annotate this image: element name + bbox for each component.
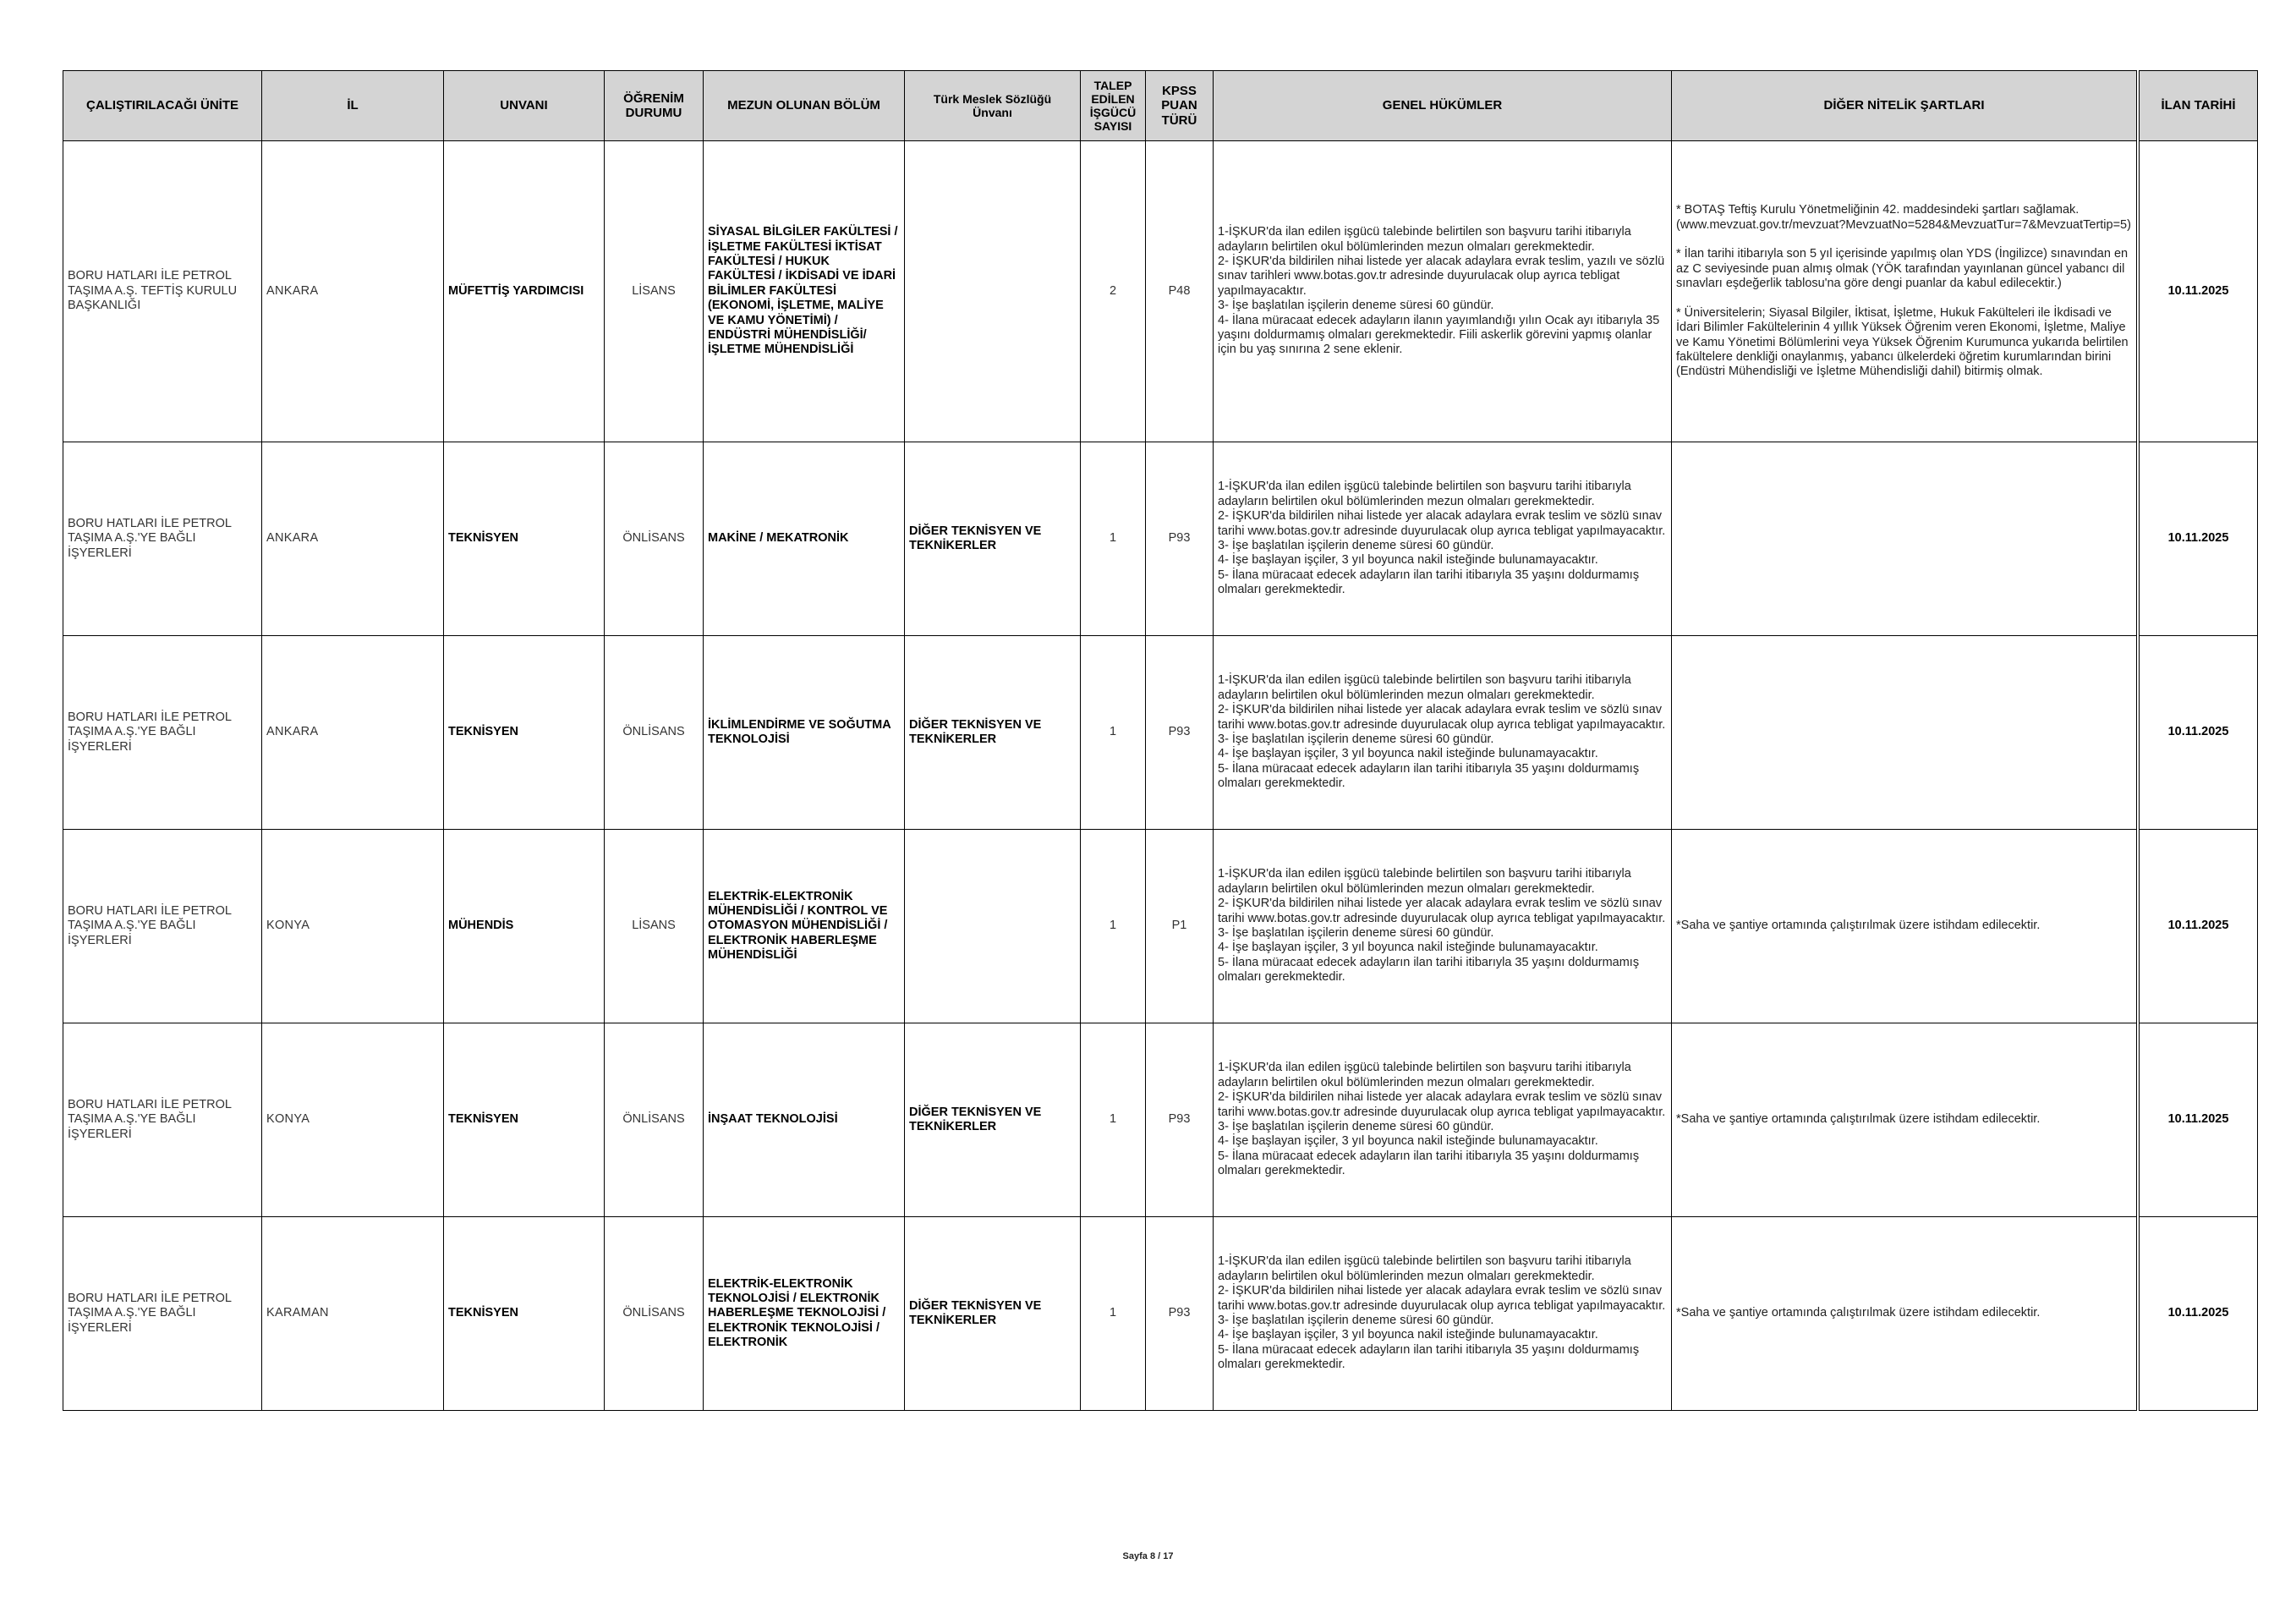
header-unvani: UNVANI	[444, 71, 605, 141]
cell-ogrenim: ÖNLİSANS	[605, 442, 704, 636]
cell-talep: 1	[1081, 636, 1146, 830]
header-row	[63, 71, 2258, 141]
cell-tarih: 10.11.2025	[2140, 1217, 2258, 1411]
cell-unvani: TEKNİSYEN	[444, 1023, 605, 1217]
cell-kpss: P93	[1146, 636, 1214, 830]
cell-genel: 1-İŞKUR'da ilan edilen işgücü talebinde belirtilen son başvuru tarihi itibarıyla adayların belirtilen okul bölümlerinden mezun olmaları gerekmektedir. 2- İŞKUR'da bildirilen nihai listede yer alacak adaylara evrak teslim ve sözlü sınav tarihi www.botas.gov.tr adresinde duyurulacak olup ayrıca tebligat yapılmayacaktır. 3- İşe başlatılan işçilerin deneme süresi 60 gündür. 4- İşe başlayan işçiler, 3 yıl boyunca nakil isteğinde bulunamayacaktır. 5- İlana müracaat edecek adayların ilan tarihi itibarıyla 35 yaşını doldurmamış olmaları gerekmektedir.	[1214, 830, 1672, 1023]
cell-kpss: P93	[1146, 1023, 1214, 1217]
cell-diger	[1672, 442, 2137, 636]
cell-unvani: TEKNİSYEN	[444, 442, 605, 636]
cell-diger: *Saha ve şantiye ortamında çalıştırılmak üzere istihdam edilecektir.	[1672, 830, 2137, 1023]
cell-bolum: SİYASAL BİLGİLER FAKÜLTESİ / İŞLETME FAKÜLTESİ İKTİSAT FAKÜLTESİ / HUKUK FAKÜLTESİ / İKDİSADİ VE İDARİ BİLİMLER FAKÜLTESİ (EKONOMİ, İŞLETME, MALİYE VE KAMU YÖNETİMİ) / ENDÜSTRİ MÜHENDİSLİĞİ/ İŞLETME MÜHENDİSLİĞİ	[704, 141, 905, 442]
cell-il: ANKARA	[262, 636, 444, 830]
cell-tarih: 10.11.2025	[2140, 141, 2258, 442]
cell-talep: 1	[1081, 442, 1146, 636]
cell-unite: BORU HATLARI İLE PETROL TAŞIMA A.Ş.'YE BAĞLI İŞYERLERİ	[63, 442, 262, 636]
header-kpss: KPSS PUAN TÜRÜ	[1146, 71, 1214, 141]
cell-bolum: İKLİMLENDİRME VE SOĞUTMA TEKNOLOJİSİ	[704, 636, 905, 830]
job-listing-table	[63, 70, 2258, 1411]
cell-unvani: TEKNİSYEN	[444, 1217, 605, 1411]
cell-bolum: ELEKTRİK-ELEKTRONİK MÜHENDİSLİĞİ / KONTROL VE OTOMASYON MÜHENDİSLİĞİ / ELEKTRONİK HABERLEŞME MÜHENDİSLİĞİ	[704, 830, 905, 1023]
cell-kpss: P48	[1146, 141, 1214, 442]
cell-ogrenim: ÖNLİSANS	[605, 636, 704, 830]
table-row	[63, 141, 2258, 442]
cell-tarih: 10.11.2025	[2140, 1023, 2258, 1217]
cell-meslek: DİĞER TEKNİSYEN VE TEKNİKERLER	[905, 442, 1081, 636]
cell-genel: 1-İŞKUR'da ilan edilen işgücü talebinde belirtilen son başvuru tarihi itibarıyla adayların belirtilen okul bölümlerinden mezun olmaları gerekmektedir. 2- İŞKUR'da bildirilen nihai listede yer alacak adaylara evrak teslim ve sözlü sınav tarihi www.botas.gov.tr adresinde duyurulacak olup ayrıca tebligat yapılmayacaktır. 3- İşe başlatılan işçilerin deneme süresi 60 gündür. 4- İşe başlayan işçiler, 3 yıl boyunca nakil isteğinde bulunamayacaktır. 5- İlana müracaat edecek adayların ilan tarihi itibarıyla 35 yaşını doldurmamış olmaları gerekmektedir.	[1214, 1023, 1672, 1217]
cell-meslek	[905, 141, 1081, 442]
cell-il: ANKARA	[262, 442, 444, 636]
header-unite: ÇALIŞTIRILACAĞI ÜNİTE	[63, 71, 262, 141]
cell-diger	[1672, 636, 2137, 830]
cell-tarih: 10.11.2025	[2140, 442, 2258, 636]
header-diger: DİĞER NİTELİK ŞARTLARI	[1672, 71, 2137, 141]
header-talep: TALEP EDİLEN İŞGÜCÜ SAYISI	[1081, 71, 1146, 141]
cell-meslek: DİĞER TEKNİSYEN VE TEKNİKERLER	[905, 1023, 1081, 1217]
table-row	[63, 830, 2258, 1023]
header-meslek: Türk Meslek Sözlüğü Ünvanı	[905, 71, 1081, 141]
cell-talep: 1	[1081, 830, 1146, 1023]
cell-il: ANKARA	[262, 141, 444, 442]
cell-meslek: DİĞER TEKNİSYEN VE TEKNİKERLER	[905, 636, 1081, 830]
cell-genel: 1-İŞKUR'da ilan edilen işgücü talebinde belirtilen son başvuru tarihi itibarıyla adayların belirtilen okul bölümlerinden mezun olmaları gerekmektedir. 2- İŞKUR'da bildirilen nihai listede yer alacak adaylara evrak teslim ve sözlü sınav tarihi www.botas.gov.tr adresinde duyurulacak olup ayrıca tebligat yapılmayacaktır. 3- İşe başlatılan işçilerin deneme süresi 60 gündür. 4- İşe başlayan işçiler, 3 yıl boyunca nakil isteğinde bulunamayacaktır. 5- İlana müracaat edecek adayların ilan tarihi itibarıyla 35 yaşını doldurmamış olmaları gerekmektedir.	[1214, 1217, 1672, 1411]
cell-bolum: İNŞAAT TEKNOLOJİSİ	[704, 1023, 905, 1217]
header-il: İL	[262, 71, 444, 141]
cell-unite: BORU HATLARI İLE PETROL TAŞIMA A.Ş.'YE BAĞLI İŞYERLERİ	[63, 830, 262, 1023]
cell-talep: 1	[1081, 1023, 1146, 1217]
cell-genel: 1-İŞKUR'da ilan edilen işgücü talebinde belirtilen son başvuru tarihi itibarıyla adayların belirtilen okul bölümlerinden mezun olmaları gerekmektedir. 2- İŞKUR'da bildirilen nihai listede yer alacak adaylara evrak teslim, yazılı ve sözlü sınav tarihleri www.botas.gov.tr adresinde duyurulacak olup ayrıca tebligat yapılmayacaktır. 3- İşe başlatılan işçilerin deneme süresi 60 gündür. 4- İlana müracaat edecek adayların ilanın yayımlandığı yılın Ocak ayı itibarıyla 35 yaşını doldurmamış olmaları gerekmektedir. Fiili askerlik görevini yapmış olanlar için bu yaş sınırına 2 sene eklenir.	[1214, 141, 1672, 442]
cell-unvani: TEKNİSYEN	[444, 636, 605, 830]
table-row	[63, 1217, 2258, 1411]
table-row	[63, 1023, 2258, 1217]
table-body	[63, 141, 2258, 1411]
header-ogrenim: ÖĞRENİM DURUMU	[605, 71, 704, 141]
cell-il: KONYA	[262, 830, 444, 1023]
cell-talep: 2	[1081, 141, 1146, 442]
cell-talep: 1	[1081, 1217, 1146, 1411]
cell-unvani: MÜFETTİŞ YARDIMCISI	[444, 141, 605, 442]
table-row	[63, 442, 2258, 636]
header-genel: GENEL HÜKÜMLER	[1214, 71, 1672, 141]
cell-bolum: ELEKTRİK-ELEKTRONİK TEKNOLOJİSİ / ELEKTRONİK HABERLEŞME TEKNOLOJİSİ / ELEKTRONİK TEKNOLOJİSİ / ELEKTRONİK	[704, 1217, 905, 1411]
cell-meslek	[905, 830, 1081, 1023]
cell-kpss: P1	[1146, 830, 1214, 1023]
cell-unvani: MÜHENDİS	[444, 830, 605, 1023]
cell-ogrenim: ÖNLİSANS	[605, 1023, 704, 1217]
cell-tarih: 10.11.2025	[2140, 636, 2258, 830]
table-row	[63, 636, 2258, 830]
cell-bolum: MAKİNE / MEKATRONİK	[704, 442, 905, 636]
cell-diger: *Saha ve şantiye ortamında çalıştırılmak üzere istihdam edilecektir.	[1672, 1217, 2137, 1411]
cell-tarih: 10.11.2025	[2140, 830, 2258, 1023]
cell-kpss: P93	[1146, 442, 1214, 636]
cell-kpss: P93	[1146, 1217, 1214, 1411]
cell-diger: *Saha ve şantiye ortamında çalıştırılmak üzere istihdam edilecektir.	[1672, 1023, 2137, 1217]
header-bolum: MEZUN OLUNAN BÖLÜM	[704, 71, 905, 141]
cell-genel: 1-İŞKUR'da ilan edilen işgücü talebinde belirtilen son başvuru tarihi itibarıyla adayların belirtilen okul bölümlerinden mezun olmaları gerekmektedir. 2- İŞKUR'da bildirilen nihai listede yer alacak adaylara evrak teslim ve sözlü sınav tarihi www.botas.gov.tr adresinde duyurulacak olup ayrıca tebligat yapılmayacaktır. 3- İşe başlatılan işçilerin deneme süresi 60 gündür. 4- İşe başlayan işçiler, 3 yıl boyunca nakil isteğinde bulunamayacaktır. 5- İlana müracaat edecek adayların ilan tarihi itibarıyla 35 yaşını doldurmamış olmaları gerekmektedir.	[1214, 636, 1672, 830]
cell-il: KONYA	[262, 1023, 444, 1217]
cell-ogrenim: LİSANS	[605, 830, 704, 1023]
cell-ogrenim: ÖNLİSANS	[605, 1217, 704, 1411]
cell-unite: BORU HATLARI İLE PETROL TAŞIMA A.Ş.'YE BAĞLI İŞYERLERİ	[63, 636, 262, 830]
cell-diger: * BOTAŞ Teftiş Kurulu Yönetmeliğinin 42. maddesindeki şartları sağlamak. (www.mevzuat.gov.tr/mevzuat?MevzuatNo=5284&MevzuatTur=7&MevzuatTertip=5) * İlan tarihi itibarıyla son 5 yıl içerisinde yapılmış olan YDS (İngilizce) sınavından en az C seviyesinde puan almış olmak (YÖK tarafından yayınlanan güncel yabancı dil sınavları eşdeğerlik tablosu'na göre dengi puanlar da kabul edilecektir.) * Üniversitelerin; Siyasal Bilgiler, İktisat, İşletme, Hukuk Fakülteleri ile İkdisadi ve İdari Bilimler Fakültelerinin 4 yıllık Yüksek Öğrenim veren Ekonomi, İşletme, Maliye ve Kamu Yönetimi Bölümlerini veya Yüksek Öğrenim Kurumunca yukarıda belirtilen fakültelere denkliği onaylanmış, yabancı ülkelerdeki öğretim kurumlarından birini (Endüstri Mühendisliği ve İşletme Mühendisliği dahil) bitirmiş olmak.	[1672, 141, 2137, 442]
cell-ogrenim: LİSANS	[605, 141, 704, 442]
cell-unite: BORU HATLARI İLE PETROL TAŞIMA A.Ş. TEFTİŞ KURULU BAŞKANLIĞI	[63, 141, 262, 442]
cell-unite: BORU HATLARI İLE PETROL TAŞIMA A.Ş.'YE BAĞLI İŞYERLERİ	[63, 1023, 262, 1217]
cell-meslek: DİĞER TEKNİSYEN VE TEKNİKERLER	[905, 1217, 1081, 1411]
page-number: Sayfa 8 / 17	[1122, 1551, 1174, 1561]
header-tarih: İLAN TARİHİ	[2140, 71, 2258, 141]
cell-genel: 1-İŞKUR'da ilan edilen işgücü talebinde belirtilen son başvuru tarihi itibarıyla adayların belirtilen okul bölümlerinden mezun olmaları gerekmektedir. 2- İŞKUR'da bildirilen nihai listede yer alacak adaylara evrak teslim ve sözlü sınav tarihi www.botas.gov.tr adresinde duyurulacak olup ayrıca tebligat yapılmayacaktır. 3- İşe başlatılan işçilerin deneme süresi 60 gündür. 4- İşe başlayan işçiler, 3 yıl boyunca nakil isteğinde bulunamayacaktır. 5- İlana müracaat edecek adayların ilan tarihi itibarıyla 35 yaşını doldurmamış olmaları gerekmektedir.	[1214, 442, 1672, 636]
cell-il: KARAMAN	[262, 1217, 444, 1411]
cell-unite: BORU HATLARI İLE PETROL TAŞIMA A.Ş.'YE BAĞLI İŞYERLERİ	[63, 1217, 262, 1411]
